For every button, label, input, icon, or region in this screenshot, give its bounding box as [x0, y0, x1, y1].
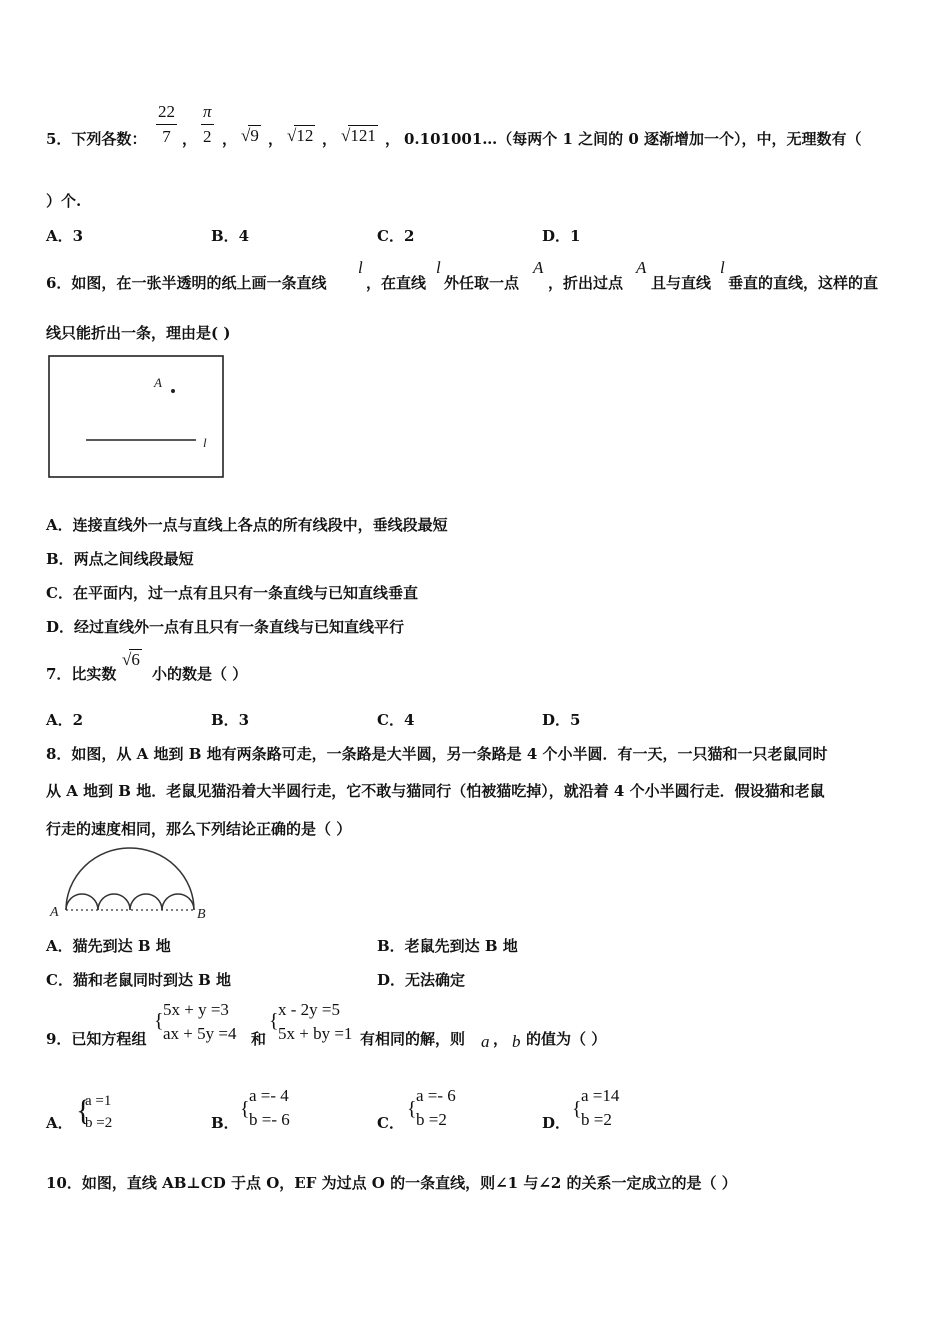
q5-option-a[interactable]: A．3: [46, 227, 84, 245]
q6-part3: 外任取一点: [444, 274, 520, 292]
q8-option-d[interactable]: D．无法确定: [377, 971, 466, 989]
q9-option-b-a: a =- 4: [249, 1086, 289, 1105]
q9-system2: [278, 998, 352, 1046]
q9-system2-brace: {: [269, 1010, 279, 1032]
q8-small-semicircle-2: [98, 894, 130, 910]
q6-option-d[interactable]: D．经过直线外一点有且只有一条直线与已知直线平行: [46, 618, 405, 636]
q9-option-b-b: b =- 6: [249, 1110, 290, 1129]
q7-prefix: 7．比实数: [46, 665, 117, 683]
q5-frac1-num: 22: [158, 102, 175, 121]
q9-option-c-b: b =2: [416, 1110, 447, 1129]
q9-comma: ，: [493, 1030, 509, 1048]
q8-large-semicircle: [66, 848, 194, 910]
q9-suffix1: 有相同的解，则: [360, 1030, 466, 1048]
q7-sqrt-radicand: 6: [131, 650, 140, 669]
q9-system1-eq2: ax + 5y =4: [163, 1024, 237, 1043]
q6-var-l-2: l: [436, 258, 441, 277]
q7-option-c[interactable]: C．4: [377, 711, 415, 729]
q5-sep-5: ，: [385, 130, 401, 148]
q8-line1: 8．如图，从 A 地到 B 地有两条路可走，一条路是大半圆，另一条路是 4 个小半圆．有一天，一只猫和一只老鼠同时: [46, 745, 828, 763]
q5-sqrt2-radicand: 12: [296, 126, 314, 145]
q9-option-a-a: a =1: [85, 1093, 112, 1109]
q6-var-l-1: l: [358, 258, 363, 277]
q9-option-a-label: A．: [46, 1114, 73, 1132]
q6-figure-frame: [49, 356, 223, 477]
q6-part5: 且与直线: [651, 274, 712, 292]
q5-sep-1: ，: [182, 130, 198, 148]
q8-figure-label-b: B: [197, 907, 206, 922]
q9-prefix: 9．已知方程组: [46, 1030, 147, 1048]
q7-suffix: 小的数是（ ）: [152, 665, 248, 683]
q6-figure-point-a: [171, 389, 175, 393]
q5-frac2-num: π: [203, 102, 212, 121]
q6-option-a[interactable]: A．连接直线外一点与直线上各点的所有线段中，垂线段最短: [46, 516, 448, 534]
q9-var-a: a: [481, 1032, 490, 1051]
q5-continuation: ）个.: [46, 192, 82, 210]
q9-var-b: b: [512, 1032, 521, 1051]
q5-frac1-den: 7: [162, 127, 171, 146]
q6-part6: 垂直的直线，这样的直: [728, 274, 879, 292]
q5-suffix: 0.101001…（每两个 1 之间的 0 逐渐增加一个），中，无理数有（: [404, 130, 862, 148]
q6-part2: ，在直线: [366, 274, 427, 292]
q5-option-d[interactable]: D．1: [542, 227, 581, 245]
q9-option-d-values: [581, 1084, 619, 1132]
q9-option-b-label: B．: [211, 1114, 239, 1132]
q5-prefix: 5．下列各数：: [46, 130, 147, 148]
q5-option-b[interactable]: B．4: [211, 227, 250, 245]
q5-sqrt3-radicand: 121: [350, 126, 376, 145]
q9-option-c-values: [416, 1084, 456, 1132]
q6-line2: 线只能折出一条，理由是( ): [46, 324, 231, 342]
q5-sqrt-9: √9: [241, 126, 259, 145]
q6-option-c[interactable]: C．在平面内，过一点有且只有一条直线与已知直线垂直: [46, 584, 418, 602]
q9-suffix2: 的值为（ ）: [526, 1030, 607, 1048]
q5-sqrt-12: √12: [287, 126, 314, 145]
q6-var-A-1: A: [533, 258, 544, 277]
q9-option-c-brace: {: [407, 1098, 417, 1120]
q9-option-d-label: D．: [542, 1114, 571, 1132]
q5-option-c[interactable]: C．2: [377, 227, 415, 245]
q5-sep-3: ，: [268, 130, 284, 148]
q6-figure-label-a: A: [154, 375, 162, 390]
q8-small-semicircle-4: [162, 894, 194, 910]
q9-option-b-brace: {: [240, 1098, 250, 1120]
q7-option-b[interactable]: B．3: [211, 711, 250, 729]
q9-option-c-label: C．: [377, 1114, 404, 1132]
q8-figure: [46, 842, 216, 922]
q5-frac2-den: 2: [203, 127, 212, 146]
q8-option-a[interactable]: A．猫先到达 B 地: [46, 937, 171, 955]
q6-part4: ，折出过点: [548, 274, 624, 292]
q9-system1-eq1: 5x + y =3: [163, 1000, 229, 1019]
q9-system1-brace: {: [154, 1010, 164, 1032]
q5-sep-4: ，: [322, 130, 338, 148]
q8-small-semicircle-3: [130, 894, 162, 910]
q7-option-a[interactable]: A．2: [46, 711, 84, 729]
q10-text: 10．如图，直线 AB⊥CD 于点 O，EF 为过点 O 的一条直线，则∠1 与∠2 的关系一定成立的是（ ）: [46, 1174, 737, 1192]
q8-option-b[interactable]: B．老鼠先到达 B 地: [377, 937, 518, 955]
q8-option-c[interactable]: C．猫和老鼠同时到达 B 地: [46, 971, 232, 989]
q6-var-A-2: A: [636, 258, 647, 277]
q8-line3: 行走的速度相同，那么下列结论正确的是（ ）: [46, 820, 352, 838]
q5-sqrt-121: √121: [341, 126, 376, 145]
q9-option-a-brace: {: [76, 1094, 91, 1127]
q8-line2: 从 A 地到 B 地．老鼠见猫沿着大半圆行走，它不敢与猫同行（怕被猫吃掉），就沿着 4 个小半圆行走．假设猫和老鼠: [46, 782, 825, 800]
q9-option-b-values: [249, 1084, 290, 1132]
q7-sqrt-6: √6: [122, 650, 140, 669]
q9-option-d-a: a =14: [581, 1086, 620, 1105]
q5-sqrt1-radicand: 9: [250, 126, 259, 145]
q5-fraction-22-7: [156, 102, 177, 147]
q7-option-d[interactable]: D．5: [542, 711, 581, 729]
q6-var-l-3: l: [720, 258, 725, 277]
q9-option-a-b: b =2: [85, 1115, 113, 1131]
q6-figure-label-l: l: [203, 435, 207, 450]
q6-part1: 6．如图，在一张半透明的纸上画一条直线: [46, 274, 327, 292]
q9-option-d-b: b =2: [581, 1110, 612, 1129]
q5-sep-2: ，: [222, 130, 238, 148]
q8-figure-label-a: A: [50, 905, 59, 920]
q6-option-b[interactable]: B．两点之间线段最短: [46, 550, 194, 568]
q6-figure: [46, 352, 228, 480]
q8-small-semicircle-1: [66, 894, 98, 910]
q9-mid: 和: [251, 1030, 267, 1048]
q9-system1: [163, 998, 236, 1046]
q9-option-a-values: [85, 1090, 112, 1134]
q9-system2-eq2: 5x + by =1: [278, 1024, 353, 1043]
q9-option-d-brace: {: [572, 1098, 582, 1120]
q9-option-c-a: a =- 6: [416, 1086, 456, 1105]
q5-fraction-pi-2: [201, 102, 214, 147]
q9-system2-eq1: x - 2y =5: [278, 1000, 340, 1019]
